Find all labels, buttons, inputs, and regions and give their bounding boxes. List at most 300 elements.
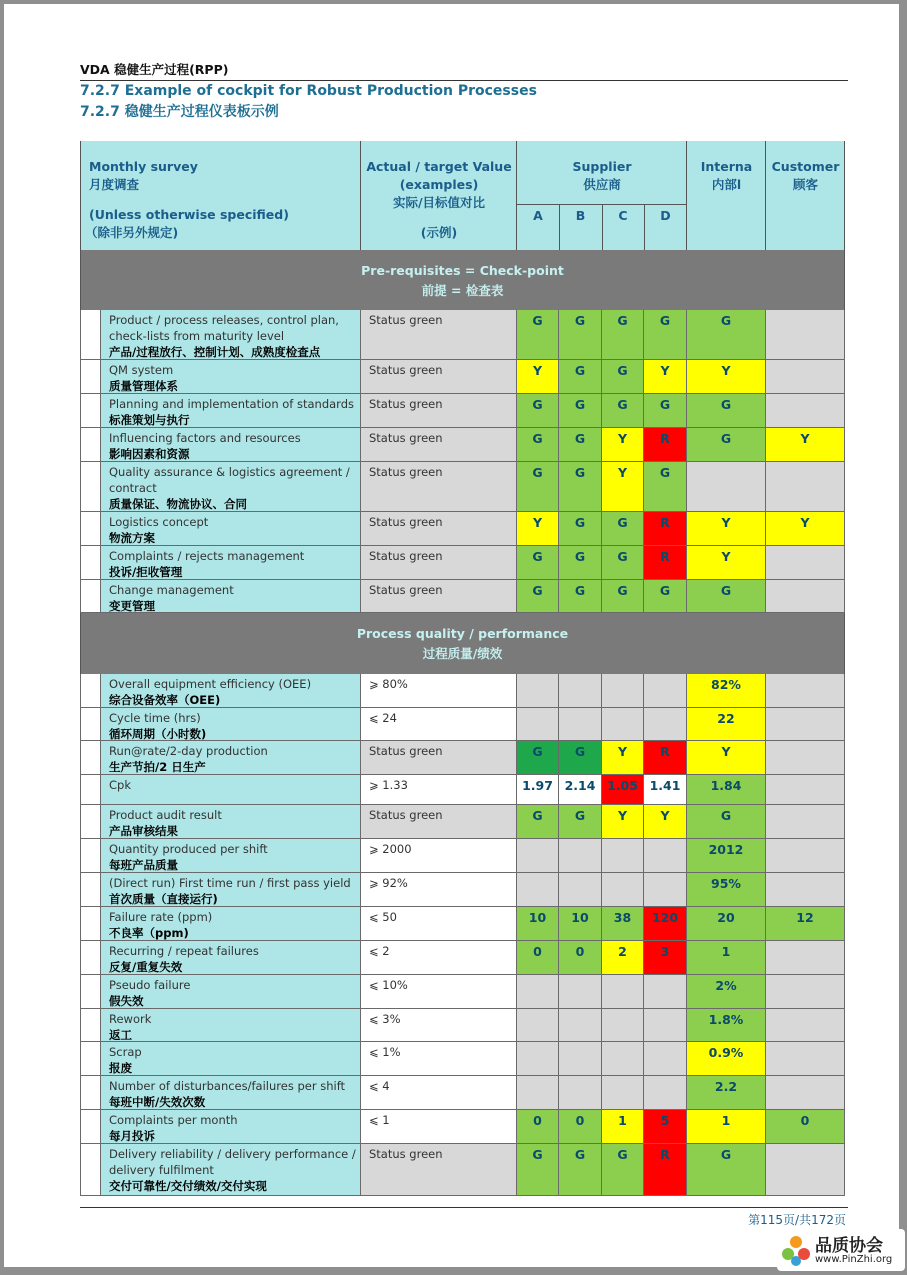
- supplier-d-cell: R: [644, 512, 687, 546]
- customer-cell: [766, 1076, 845, 1110]
- supplier-d-cell: R: [644, 428, 687, 462]
- supplier-a-cell: G: [517, 741, 559, 775]
- row-label-cn: 每班中断/失效次数: [109, 1095, 206, 1109]
- supplier-c-cell: [602, 1042, 644, 1076]
- section-header-process-quality: [80, 613, 845, 674]
- row-indent-cell: [80, 1042, 101, 1076]
- customer-cell: Y: [766, 512, 845, 546]
- site-logo: [777, 1229, 905, 1271]
- supplier-b-cell: [559, 708, 602, 741]
- row-label-cell: [101, 394, 361, 428]
- internal-cell: 2012: [687, 839, 766, 873]
- supplier-b-label: B: [575, 208, 586, 223]
- supplier-a-cell: [517, 975, 559, 1009]
- supplier-a-cell: Y: [517, 512, 559, 546]
- supplier-a-cell: G: [517, 462, 559, 512]
- row-indent-cell: [80, 310, 101, 360]
- supplier-d-cell: G: [644, 394, 687, 428]
- supplier-c-cell: G: [602, 360, 644, 394]
- header-unless-en: (Unless otherwise specified): [89, 207, 289, 222]
- row-label-cn: 影响因素和资源: [109, 447, 190, 461]
- table-row: [80, 360, 845, 394]
- row-label-en: (Direct run) First time run / first pass yield: [109, 876, 351, 890]
- supplier-d-cell: G: [644, 310, 687, 360]
- supplier-a-cell: G: [517, 310, 559, 360]
- supplier-c-cell: Y: [602, 741, 644, 775]
- supplier-d-cell: [644, 975, 687, 1009]
- table-row: [80, 1144, 845, 1196]
- table-row: [80, 428, 845, 462]
- row-indent-cell: [80, 1144, 101, 1196]
- supplier-d-cell: R: [644, 1144, 687, 1196]
- footer-divider: [80, 1207, 848, 1208]
- row-label-cn: 交付可靠性/交付绩效/交付实现: [109, 1179, 267, 1193]
- supplier-a-cell: Y: [517, 360, 559, 394]
- internal-cell: [687, 462, 766, 512]
- supplier-a-cell: 10: [517, 907, 559, 941]
- supplier-b-cell: 0: [559, 941, 602, 975]
- table-row: [80, 310, 845, 360]
- supplier-c-cell: [602, 873, 644, 907]
- table-row: [80, 1076, 845, 1110]
- supplier-a-cell: [517, 674, 559, 708]
- supplier-c-cell: 1: [602, 1110, 644, 1144]
- supplier-a-cell: [517, 873, 559, 907]
- customer-cell: 12: [766, 907, 845, 941]
- header-divider: [80, 80, 848, 81]
- supplier-b-cell: G: [559, 512, 602, 546]
- customer-cell: [766, 310, 845, 360]
- row-indent-cell: [80, 839, 101, 873]
- row-label-cell: [101, 580, 361, 613]
- row-label-cell: [101, 873, 361, 907]
- supplier-b-cell: 0: [559, 1110, 602, 1144]
- row-label-en: Pseudo failure: [109, 978, 191, 992]
- internal-cell: 82%: [687, 674, 766, 708]
- header-survey-cn: 月度调查: [89, 177, 140, 192]
- row-label-en: Recurring / repeat failures: [109, 944, 259, 958]
- row-label-en: Influencing factors and resources: [109, 431, 301, 445]
- internal-cell: 22: [687, 708, 766, 741]
- row-indent-cell: [80, 708, 101, 741]
- supplier-a-cell: G: [517, 394, 559, 428]
- row-target-cell: Status green: [361, 1144, 517, 1196]
- supplier-b-cell: G: [559, 360, 602, 394]
- supplier-c-cell: Y: [602, 428, 644, 462]
- row-indent-cell: [80, 873, 101, 907]
- row-label-en: Rework: [109, 1012, 152, 1026]
- internal-cell: 1.8%: [687, 1009, 766, 1042]
- supplier-b-cell: 10: [559, 907, 602, 941]
- document-page: [4, 4, 899, 1267]
- table-row: [80, 1009, 845, 1042]
- row-label-cell: [101, 512, 361, 546]
- row-label-en: Quality assurance & logistics agreement /: [109, 465, 350, 479]
- supplier-b-cell: [559, 873, 602, 907]
- supplier-d-label: D: [660, 208, 671, 223]
- supplier-c-cell: 2: [602, 941, 644, 975]
- row-label-cell: [101, 310, 361, 360]
- supplier-d-cell: 5: [644, 1110, 687, 1144]
- section-header-prerequisites: [80, 250, 845, 311]
- supplier-b-cell: G: [559, 741, 602, 775]
- internal-cell: Y: [687, 512, 766, 546]
- supplier-c-cell: [602, 1009, 644, 1042]
- supplier-c-cell: [602, 708, 644, 741]
- supplier-b-cell: [559, 1042, 602, 1076]
- header-internal-en: Interna: [700, 159, 753, 174]
- logo-text: 品质协会: [815, 1236, 883, 1256]
- row-label-cn: 返工: [109, 1028, 132, 1042]
- supplier-c-cell: [602, 975, 644, 1009]
- customer-cell: [766, 360, 845, 394]
- row-label-cn: 标准策划与执行: [109, 413, 190, 427]
- row-target-cell: ⩾ 80%: [361, 674, 517, 708]
- table-row: [80, 805, 845, 839]
- row-indent-cell: [80, 546, 101, 580]
- row-target-cell: Status green: [361, 512, 517, 546]
- supplier-d-cell: [644, 708, 687, 741]
- row-target-cell: ⩾ 92%: [361, 873, 517, 907]
- supplier-c-cell: G: [602, 310, 644, 360]
- supplier-c-cell: G: [602, 394, 644, 428]
- row-target-cell: Status green: [361, 580, 517, 613]
- row-label-cn: 报废: [109, 1061, 132, 1075]
- header-supplier-cell: [517, 141, 687, 250]
- table-row: [80, 907, 845, 941]
- customer-cell: [766, 1042, 845, 1076]
- row-label-cell: [101, 907, 361, 941]
- supplier-d-cell: 120: [644, 907, 687, 941]
- internal-cell: Y: [687, 741, 766, 775]
- logo-url: www.PinZhi.org: [815, 1254, 893, 1265]
- internal-cell: Y: [687, 546, 766, 580]
- customer-cell: [766, 839, 845, 873]
- row-indent-cell: [80, 462, 101, 512]
- supplier-b-cell: [559, 1076, 602, 1110]
- header-actual-examples: (examples): [399, 177, 479, 192]
- supplier-b-cell: G: [559, 428, 602, 462]
- row-label-cell: [101, 428, 361, 462]
- customer-cell: [766, 546, 845, 580]
- supplier-c-label: C: [618, 208, 628, 223]
- supplier-d-cell: [644, 1009, 687, 1042]
- row-label-cn: 变更管理: [109, 599, 155, 613]
- row-label-cn: 反复/重复失效: [109, 960, 183, 974]
- customer-cell: [766, 1009, 845, 1042]
- internal-cell: 2%: [687, 975, 766, 1009]
- document-header: VDA 稳健生产过程(RPP): [80, 62, 229, 77]
- internal-cell: 0.9%: [687, 1042, 766, 1076]
- customer-cell: 0: [766, 1110, 845, 1144]
- row-label-cn: 质量保证、物流协议、合同: [109, 497, 247, 511]
- supplier-b-cell: [559, 1009, 602, 1042]
- row-target-cell: ⩽ 50: [361, 907, 517, 941]
- internal-cell: G: [687, 394, 766, 428]
- row-label-en: Product / process releases, control plan,: [109, 313, 339, 327]
- customer-cell: [766, 462, 845, 512]
- row-indent-cell: [80, 580, 101, 613]
- internal-cell: G: [687, 1144, 766, 1196]
- row-label-en: Run@rate/2-day production: [109, 744, 268, 758]
- supplier-a-cell: G: [517, 1144, 559, 1196]
- row-label-cell: [101, 1110, 361, 1144]
- supplier-a-cell: [517, 1009, 559, 1042]
- supplier-b-cell: G: [559, 1144, 602, 1196]
- row-target-cell: Status green: [361, 360, 517, 394]
- row-label-cell: [101, 674, 361, 708]
- internal-cell: G: [687, 310, 766, 360]
- supplier-c-cell: Y: [602, 805, 644, 839]
- row-label-cell: [101, 708, 361, 741]
- table-row: [80, 1042, 845, 1076]
- supplier-b-cell: G: [559, 310, 602, 360]
- supplier-a-cell: G: [517, 805, 559, 839]
- row-label-en: Cpk: [109, 778, 131, 792]
- row-target-cell: Status green: [361, 428, 517, 462]
- supplier-a-cell: G: [517, 428, 559, 462]
- row-label-en: Complaints / rejects management: [109, 549, 305, 563]
- supplier-b-cell: G: [559, 546, 602, 580]
- row-indent-cell: [80, 1110, 101, 1144]
- header-customer-en: Customer: [771, 159, 840, 174]
- row-label-en: QM system: [109, 363, 174, 377]
- internal-cell: G: [687, 805, 766, 839]
- supplier-b-cell: [559, 674, 602, 708]
- supplier-a-cell: [517, 708, 559, 741]
- row-label-cn: 首次质量（直接运行): [109, 892, 218, 906]
- row-label-en: Overall equipment efficiency (OEE): [109, 677, 312, 691]
- row-label-en: Delivery reliability / delivery performance /: [109, 1147, 356, 1161]
- supplier-a-cell: [517, 1042, 559, 1076]
- supplier-b-cell: [559, 839, 602, 873]
- row-label-cn: 循环周期（小时数): [109, 727, 207, 741]
- table-row: [80, 394, 845, 428]
- supplier-c-cell: 1.05: [602, 775, 644, 805]
- row-label-en: Cycle time (hrs): [109, 711, 201, 725]
- row-indent-cell: [80, 360, 101, 394]
- row-indent-cell: [80, 741, 101, 775]
- row-indent-cell: [80, 1009, 101, 1042]
- supplier-a-cell: G: [517, 580, 559, 613]
- row-label-en: Scrap: [109, 1045, 142, 1059]
- header-supplier-cn: 供应商: [583, 177, 621, 192]
- row-label-cell: [101, 1144, 361, 1196]
- row-label-en: contract: [109, 481, 157, 495]
- internal-cell: 2.2: [687, 1076, 766, 1110]
- header-actual-cell: [361, 141, 517, 250]
- section-title-en: Pre-requisites = Check-point: [361, 263, 564, 278]
- internal-cell: 1: [687, 941, 766, 975]
- row-label-en: Failure rate (ppm): [109, 910, 213, 924]
- internal-cell: G: [687, 580, 766, 613]
- row-indent-cell: [80, 907, 101, 941]
- row-target-cell: ⩽ 1%: [361, 1042, 517, 1076]
- table-row: [80, 462, 845, 512]
- supplier-a-cell: [517, 1076, 559, 1110]
- table-row: [80, 941, 845, 975]
- table-row: [80, 580, 845, 613]
- row-indent-cell: [80, 975, 101, 1009]
- supplier-d-cell: [644, 1076, 687, 1110]
- row-label-en: Product audit result: [109, 808, 222, 822]
- supplier-a-cell: [517, 839, 559, 873]
- supplier-d-cell: R: [644, 546, 687, 580]
- supplier-d-cell: G: [644, 580, 687, 613]
- internal-cell: 1: [687, 1110, 766, 1144]
- row-target-cell: ⩽ 1: [361, 1110, 517, 1144]
- row-label-cell: [101, 775, 361, 805]
- customer-cell: [766, 580, 845, 613]
- row-label-cn: 物流方案: [109, 531, 155, 545]
- row-target-cell: ⩽ 24: [361, 708, 517, 741]
- customer-cell: [766, 394, 845, 428]
- supplier-c-cell: G: [602, 546, 644, 580]
- row-label-cell: [101, 805, 361, 839]
- supplier-c-cell: G: [602, 580, 644, 613]
- header-actual-cn: 实际/目标值对比: [392, 195, 486, 210]
- supplier-d-cell: R: [644, 741, 687, 775]
- supplier-b-cell: [559, 975, 602, 1009]
- row-label-cn: 产品审核结果: [109, 824, 178, 838]
- table-row: [80, 512, 845, 546]
- customer-cell: [766, 941, 845, 975]
- row-label-cn: 产品/过程放行、控制计划、成熟度检查点: [109, 345, 321, 359]
- row-target-cell: ⩽ 2: [361, 941, 517, 975]
- table-row: [80, 975, 845, 1009]
- supplier-d-cell: G: [644, 462, 687, 512]
- supplier-d-cell: Y: [644, 360, 687, 394]
- row-indent-cell: [80, 674, 101, 708]
- row-target-cell: Status green: [361, 462, 517, 512]
- supplier-a-cell: 0: [517, 941, 559, 975]
- row-indent-cell: [80, 512, 101, 546]
- supplier-d-cell: [644, 839, 687, 873]
- header-customer-cn: 顾客: [792, 177, 818, 192]
- supplier-d-cell: 1.41: [644, 775, 687, 805]
- row-target-cell: Status green: [361, 741, 517, 775]
- row-target-cell: ⩽ 3%: [361, 1009, 517, 1042]
- table-row: [80, 775, 845, 805]
- customer-cell: [766, 741, 845, 775]
- row-indent-cell: [80, 775, 101, 805]
- header-customer-cell: [766, 141, 845, 250]
- page-number: 第115页/共172页: [748, 1213, 846, 1227]
- internal-cell: 1.84: [687, 775, 766, 805]
- supplier-c-cell: [602, 674, 644, 708]
- row-label-en: check-lists from maturity level: [109, 329, 285, 343]
- row-label-cell: [101, 941, 361, 975]
- internal-cell: 95%: [687, 873, 766, 907]
- table-row: [80, 1110, 845, 1144]
- row-target-cell: Status green: [361, 805, 517, 839]
- supplier-c-cell: Y: [602, 462, 644, 512]
- row-target-cell: ⩽ 10%: [361, 975, 517, 1009]
- customer-cell: [766, 975, 845, 1009]
- row-label-cn: 生产节拍/2 日生产: [109, 760, 206, 774]
- supplier-b-cell: G: [559, 394, 602, 428]
- row-label-cn: 不良率（ppm): [109, 926, 189, 940]
- row-label-cn: 投诉/拒收管理: [109, 565, 183, 579]
- supplier-a-cell: G: [517, 546, 559, 580]
- supplier-a-cell: 1.97: [517, 775, 559, 805]
- section-title-en: 7.2.7 Example of cockpit for Robust Production Processes: [80, 83, 537, 99]
- row-label-cell: [101, 1076, 361, 1110]
- row-indent-cell: [80, 1076, 101, 1110]
- row-label-cn: 每班产品质量: [109, 858, 178, 872]
- supplier-d-cell: [644, 1042, 687, 1076]
- row-label-en: Quantity produced per shift: [109, 842, 268, 856]
- row-label-cell: [101, 741, 361, 775]
- supplier-b-cell: G: [559, 805, 602, 839]
- row-label-en: Complaints per month: [109, 1113, 238, 1127]
- row-label-cn: 质量管理体系: [109, 379, 178, 393]
- row-label-en: Change management: [109, 583, 234, 597]
- customer-cell: [766, 805, 845, 839]
- row-label-cell: [101, 546, 361, 580]
- row-indent-cell: [80, 428, 101, 462]
- row-label-cell: [101, 1042, 361, 1076]
- internal-cell: Y: [687, 360, 766, 394]
- row-label-en: Number of disturbances/failures per shift: [109, 1079, 346, 1093]
- header-actual-cn-examples: (示例): [420, 225, 458, 240]
- row-label-cell: [101, 839, 361, 873]
- row-indent-cell: [80, 941, 101, 975]
- supplier-b-cell: G: [559, 462, 602, 512]
- supplier-c-cell: 38: [602, 907, 644, 941]
- row-target-cell: Status green: [361, 394, 517, 428]
- supplier-c-cell: G: [602, 1144, 644, 1196]
- header-internal-cn: 内部l: [711, 177, 742, 192]
- row-label-en: Logistics concept: [109, 515, 209, 529]
- row-label-cell: [101, 1009, 361, 1042]
- section-title-cn: 过程质量/绩效: [422, 646, 503, 661]
- row-label-cn: 每月投诉: [109, 1129, 155, 1143]
- supplier-c-cell: [602, 1076, 644, 1110]
- header-survey-cell: [80, 141, 361, 250]
- supplier-b-cell: G: [559, 580, 602, 613]
- table-row: [80, 873, 845, 907]
- row-label-cn: 假失效: [109, 994, 144, 1008]
- logo-icon: [779, 1233, 813, 1267]
- row-target-cell: Status green: [361, 546, 517, 580]
- row-label-cell: [101, 975, 361, 1009]
- row-label-en: Planning and implementation of standards: [109, 397, 354, 411]
- supplier-b-cell: 2.14: [559, 775, 602, 805]
- table-row: [80, 546, 845, 580]
- row-label-cell: [101, 360, 361, 394]
- row-indent-cell: [80, 805, 101, 839]
- section-title-en: Process quality / performance: [356, 626, 569, 641]
- supplier-c-cell: G: [602, 512, 644, 546]
- supplier-c-cell: [602, 839, 644, 873]
- table-row: [80, 839, 845, 873]
- supplier-d-cell: [644, 873, 687, 907]
- internal-cell: G: [687, 428, 766, 462]
- section-title-cn: 前提 = 检查表: [421, 283, 504, 298]
- row-target-cell: ⩾ 1.33: [361, 775, 517, 805]
- section-title-cn: 7.2.7 稳健生产过程仪表板示例: [80, 104, 279, 120]
- supplier-d-cell: [644, 674, 687, 708]
- row-target-cell: ⩾ 2000: [361, 839, 517, 873]
- table-header: [80, 141, 845, 250]
- customer-cell: [766, 708, 845, 741]
- table-row: [80, 674, 845, 708]
- customer-cell: Y: [766, 428, 845, 462]
- row-indent-cell: [80, 394, 101, 428]
- internal-cell: 20: [687, 907, 766, 941]
- supplier-a-cell: 0: [517, 1110, 559, 1144]
